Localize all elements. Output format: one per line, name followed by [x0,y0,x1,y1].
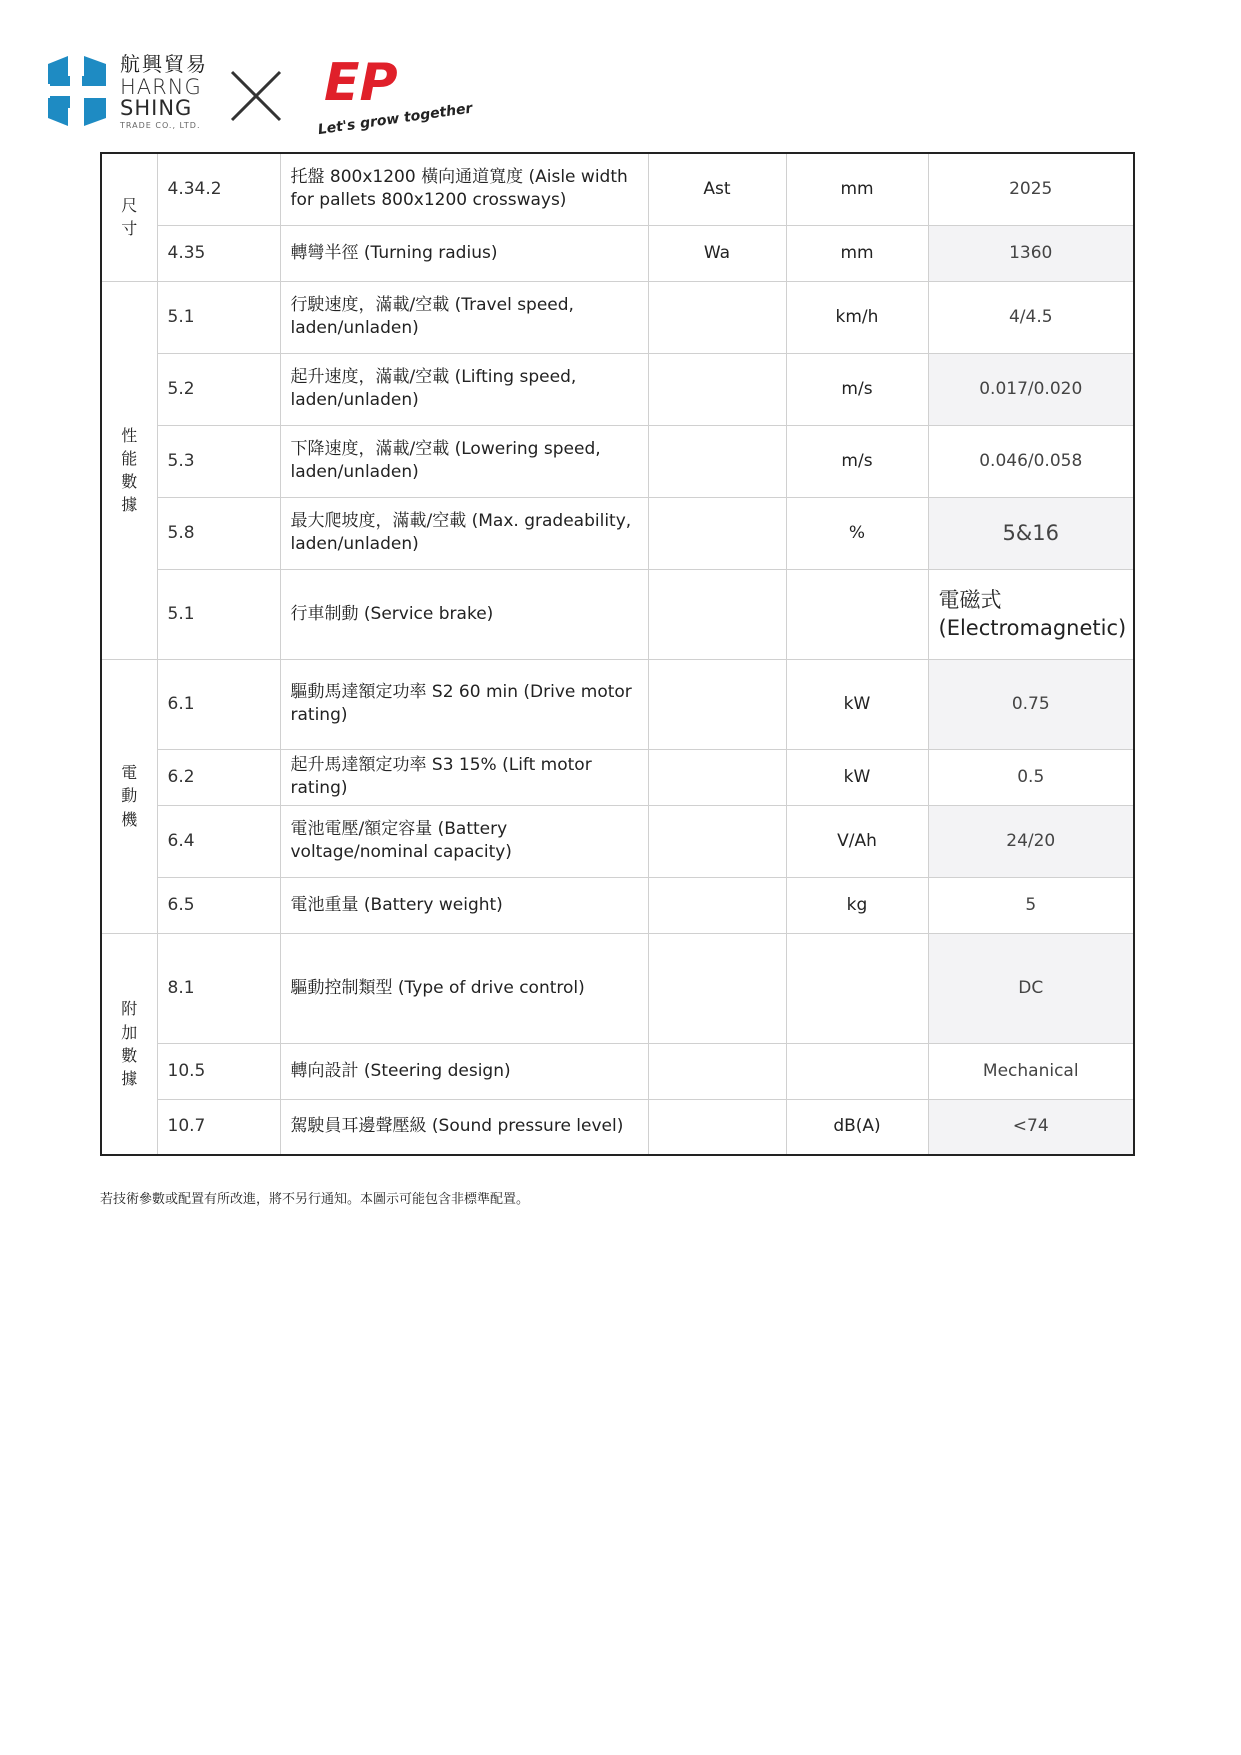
ep-slogan: Let's grow together [316,100,474,139]
category-performance: 性能數據 [101,281,157,659]
row-number: 10.7 [157,1099,280,1155]
row-unit [786,933,928,1043]
row-value: 2025 [928,153,1134,225]
row-description: 驅動馬達額定功率 S2 60 min (Drive motor rating) [280,659,648,749]
table-row [101,153,1134,225]
row-description: 電池電壓/額定容量 (Battery voltage/nominal capacity) [280,805,648,877]
row-number: 6.4 [157,805,280,877]
table-row [101,1043,1134,1099]
row-value: 0.017/0.020 [928,353,1134,425]
row-value: 24/20 [928,805,1134,877]
cross-icon [228,68,284,124]
row-number: 5.3 [157,425,280,497]
row-symbol [648,1099,786,1155]
row-number: 5.2 [157,353,280,425]
row-symbol [648,877,786,933]
row-unit: % [786,497,928,569]
row-number: 4.35 [157,225,280,281]
table-row [101,1099,1134,1155]
footnote: 若技術參數或配置有所改進，將不另行通知。本圖示可能包含非標準配置。 [100,1192,530,1207]
row-unit: V/Ah [786,805,928,877]
category-additional: 附加數據 [101,933,157,1155]
row-unit: mm [786,225,928,281]
row-unit: m/s [786,425,928,497]
row-value: 5&16 [928,497,1134,569]
row-symbol: Wa [648,225,786,281]
row-value: 0.5 [928,749,1134,805]
table-row [101,805,1134,877]
row-value: 4/4.5 [928,281,1134,353]
row-value: 1360 [928,225,1134,281]
row-description: 電池重量 (Battery weight) [280,877,648,933]
row-value: Mechanical [928,1043,1134,1099]
row-unit: kg [786,877,928,933]
row-value: 0.046/0.058 [928,425,1134,497]
table-row [101,425,1134,497]
row-value: 電磁式 (Electromagnetic) [928,569,1134,659]
row-value: <74 [928,1099,1134,1155]
row-value: DC [928,933,1134,1043]
row-number: 5.1 [157,281,280,353]
row-unit: mm [786,153,928,225]
row-value: 0.75 [928,659,1134,749]
company-subtitle: TRADE CO., LTD. [120,121,201,130]
table-row [101,569,1134,659]
row-unit: kW [786,659,928,749]
table-row [101,225,1134,281]
row-description: 轉向設計 (Steering design) [280,1043,648,1099]
row-symbol [648,805,786,877]
harng-shing-logo-icon [44,56,112,128]
row-description: 托盤 800x1200 橫向通道寬度 (Aisle width for pallets 800x1200 crossways) [280,153,648,225]
row-number: 5.1 [157,569,280,659]
category-electric: 電動機 [101,659,157,933]
table-row [101,353,1134,425]
table-row [101,281,1134,353]
row-description: 行車制動 (Service brake) [280,569,648,659]
ep-logo-icon [306,48,474,139]
row-number: 10.5 [157,1043,280,1099]
row-number: 8.1 [157,933,280,1043]
row-unit: kW [786,749,928,805]
page-header [44,48,474,139]
row-description: 起升馬達額定功率 S3 15% (Lift motor rating) [280,749,648,805]
company-name-cn: 航興貿易 [120,52,208,76]
row-symbol [648,425,786,497]
row-number: 6.2 [157,749,280,805]
row-symbol [648,749,786,805]
row-symbol [648,281,786,353]
row-description: 最大爬坡度，滿載/空載 (Max. gradeability, laden/unladen) [280,497,648,569]
spec-table [100,152,1135,1156]
row-unit: km/h [786,281,928,353]
company-name-en-2: SHING [120,96,193,120]
row-number: 5.8 [157,497,280,569]
row-value: 5 [928,877,1134,933]
row-number: 6.5 [157,877,280,933]
row-description: 起升速度，滿載/空載 (Lifting speed, laden/unladen) [280,353,648,425]
row-number: 6.1 [157,659,280,749]
row-symbol [648,353,786,425]
ep-logo-text: EP [324,53,398,113]
row-symbol [648,569,786,659]
row-description: 轉彎半徑 (Turning radius) [280,225,648,281]
row-symbol [648,497,786,569]
row-symbol [648,933,786,1043]
row-description: 駕駛員耳邊聲壓級 (Sound pressure level) [280,1099,648,1155]
table-row [101,877,1134,933]
row-description: 行駛速度，滿載/空載 (Travel speed, laden/unladen) [280,281,648,353]
row-description: 下降速度，滿載/空載 (Lowering speed, laden/unladen) [280,425,648,497]
table-row [101,497,1134,569]
row-symbol: Ast [648,153,786,225]
row-symbol [648,659,786,749]
table-row [101,749,1134,805]
table-row [101,933,1134,1043]
row-number: 4.34.2 [157,153,280,225]
table-row [101,659,1134,749]
row-unit [786,569,928,659]
row-unit: m/s [786,353,928,425]
row-symbol [648,1043,786,1099]
company-name-en-1: HARNG [120,75,202,99]
row-description: 驅動控制類型 (Type of drive control) [280,933,648,1043]
row-unit: dB(A) [786,1099,928,1155]
row-unit [786,1043,928,1099]
category-size: 尺寸 [101,153,157,281]
